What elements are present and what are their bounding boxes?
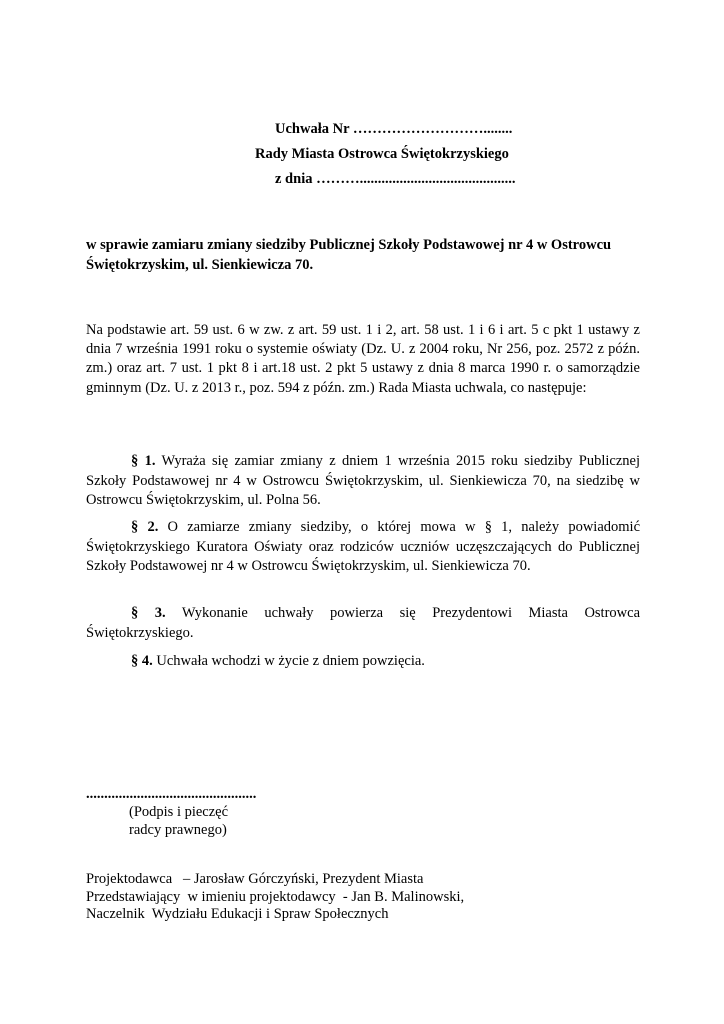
paragraph-4 <box>86 652 640 672</box>
resolution-subject: w sprawie zamiaru zmiany siedziby Publicznej Szkoły Podstawowej nr 4 w Ostrowcu Świętokrzyskim, ul. Sienkiewicza 70. <box>86 237 612 273</box>
signature-caption-1: (Podpis i pieczęć <box>129 804 229 820</box>
paragraph-number: § 4. <box>131 653 153 669</box>
signature-line: ............................................... <box>86 786 257 802</box>
authors-footer <box>86 871 646 924</box>
council-name: Rady Miasta Ostrowca Świętokrzyskiego <box>255 146 509 162</box>
paragraph-number: § 1. <box>131 453 156 469</box>
signature-caption-2: radcy prawnego) <box>129 822 227 838</box>
footer-line-presenter: Przedstawiający w imieniu projektodawcy - Jan B. Malinowski, <box>86 888 465 905</box>
paragraph-text: Wykonanie uchwały powierza się Prezydentowi Miasta Ostrowca Świętokrzyskiego. <box>86 605 641 641</box>
paragraph-3 <box>86 604 640 643</box>
paragraph-1 <box>86 452 640 511</box>
signature-block <box>86 785 386 839</box>
legal-basis-preamble: Na podstawie art. 59 ust. 6 w zw. z art. 59 ust. 1 i 2, art. 58 ust. 1 i 6 i art. 5 c pkt 1 ustawy z dnia 7 września 1991 roku o systemie oświaty (Dz. U. z 2004 roku, Nr 256, poz. 2572 z późn. zm.) oraz art. 7 ust. 1 pkt 8 i art.18 ust. 2 pkt 5 ustawy z dnia 8 marca 1990 r. o samorządzie gminnym (Dz. U. z 2013 r., poz. 594 z późn. zm.) Rada Miasta uchwala, co następuje: <box>86 322 640 396</box>
resolution-number: Uchwała Nr ………………………........ <box>275 121 513 137</box>
resolution-date: z dnia ………........................................... <box>275 171 516 187</box>
footer-line-department: Naczelnik Wydziału Edukacji i Spraw Społecznych <box>86 906 389 922</box>
paragraph-text: Wyraża się zamiar zmiany z dniem 1 września 2015 roku siedziby Publicznej Szkoły Podstawowej nr 4 w Ostrowcu Świętokrzyskim, ul. Sienkiewicza 70, na siedzibę w Ostrowcu Świętokrzyskim, ul. Polna 56. <box>86 453 641 508</box>
paragraph-2 <box>86 518 640 577</box>
paragraph-text: Uchwała wchodzi w życie z dniem powzięcia. <box>152 653 425 669</box>
paragraph-number: § 2. <box>131 519 159 535</box>
resolution-header <box>240 117 560 192</box>
footer-line-proposer: Projektodawca – Jarosław Górczyński, Prezydent Miasta <box>86 871 424 887</box>
paragraph-text: O zamiarze zmiany siedziby, o której mowa w § 1, należy powiadomić Świętokrzyskiego Kuratora Oświaty oraz rodziców uczniów uczęszczających do Publicznej Szkoły Podstawowej nr 4 w Ostrowcu Świętokrzyskim, ul. Sienkiewicza 70. <box>86 519 640 574</box>
paragraph-number: § 3. <box>131 605 166 621</box>
